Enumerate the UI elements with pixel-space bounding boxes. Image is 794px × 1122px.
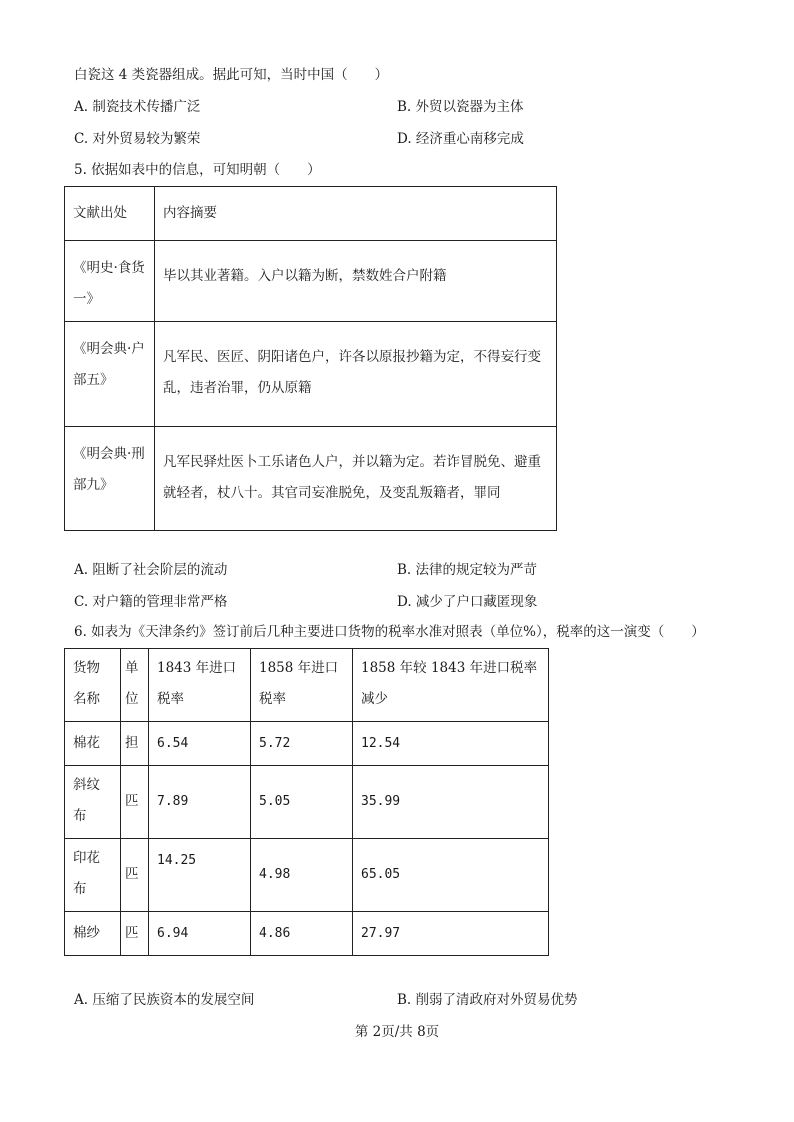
q4-option-b[interactable]: B. 外贸以瓷器为主体 <box>397 99 524 115</box>
table-cell-goods: 斜纹布 <box>65 766 121 839</box>
table-row <box>65 427 557 531</box>
q5-option-b[interactable]: B. 法律的规定较为严苛 <box>397 562 538 578</box>
table-cell-rate1858: 5.05 <box>251 766 353 839</box>
table-cell-unit: 匹 <box>121 766 149 839</box>
table-cell-content: 凡军民、医匠、阴阳诸色户，许各以原报抄籍为定，不得妄行变乱，违者治罪，仍从原籍 <box>155 322 557 427</box>
table-header-cell: 1858 年较 1843 年进口税率减少 <box>353 649 549 722</box>
q5-option-d[interactable]: D. 减少了户口藏匿现象 <box>397 594 538 610</box>
q6-table <box>64 648 549 956</box>
table-cell-reduction: 35.99 <box>353 766 549 839</box>
table-row <box>65 839 549 912</box>
table-header-cell: 文献出处 <box>65 187 155 241</box>
table-cell-reduction: 27.97 <box>353 912 549 956</box>
page-footer: 第 2页/共 8页 <box>354 1024 440 1040</box>
table-row <box>65 241 557 322</box>
table-cell-goods: 印花布 <box>65 839 121 912</box>
table-cell-rate1858: 4.86 <box>251 912 353 956</box>
table-cell-source: 《明会典·户部五》 <box>65 322 155 427</box>
table-header-cell: 1858 年进口税率 <box>251 649 353 722</box>
table-row <box>65 322 557 427</box>
table-cell-unit: 匹 <box>121 839 149 912</box>
q6-option-b[interactable]: B. 削弱了清政府对外贸易优势 <box>397 992 578 1008</box>
table-cell-content: 毕以其业著籍。入户以籍为断，禁数姓合户附籍 <box>155 241 557 322</box>
q5-table <box>64 186 557 531</box>
table-row <box>65 912 549 956</box>
q4-stem-tail: 白瓷这 4 类瓷器组成。据此可知，当时中国（ ） <box>74 67 389 83</box>
q4-option-c[interactable]: C. 对外贸易较为繁荣 <box>74 131 201 147</box>
table-header-row <box>65 187 557 241</box>
table-cell-rate1843: 6.94 <box>149 912 251 956</box>
q5-stem: 5. 依据如表中的信息，可知明朝（ ） <box>74 162 321 178</box>
table-cell-goods: 棉纱 <box>65 912 121 956</box>
q6-option-a[interactable]: A. 压缩了民族资本的发展空间 <box>74 992 255 1008</box>
q5-option-a[interactable]: A. 阻断了社会阶层的流动 <box>74 562 228 578</box>
table-cell-rate1858: 4.98 <box>251 839 353 912</box>
table-cell-unit: 匹 <box>121 912 149 956</box>
table-cell-rate1858: 5.72 <box>251 722 353 766</box>
table-cell-rate1843: 6.54 <box>149 722 251 766</box>
table-cell-source: 《明会典·刑部九》 <box>65 427 155 531</box>
q4-option-d[interactable]: D. 经济重心南移完成 <box>397 131 524 147</box>
q5-option-c[interactable]: C. 对户籍的管理非常严格 <box>74 594 228 610</box>
table-cell-content: 凡军民驿灶医卜工乐诸色人户，并以籍为定。若诈冒脱免、避重就轻者，杖八十。其官司妄准脱免，及变乱叛籍者，罪同 <box>155 427 557 531</box>
q6-stem: 6. 如表为《天津条约》签订前后几种主要进口货物的税率水准对照表（单位%），税率的这一演变（ ） <box>74 624 705 640</box>
table-cell-rate1843: 7.89 <box>149 766 251 839</box>
table-header-cell: 1843 年进口税率 <box>149 649 251 722</box>
table-header-cell: 货物名称 <box>65 649 121 722</box>
table-header-cell: 内容摘要 <box>155 187 557 241</box>
table-cell-rate1843: 14.25 <box>149 839 251 912</box>
table-cell-source: 《明史·食货一》 <box>65 241 155 322</box>
table-header-row <box>65 649 549 722</box>
table-header-cell: 单位 <box>121 649 149 722</box>
table-row <box>65 766 549 839</box>
table-cell-goods: 棉花 <box>65 722 121 766</box>
table-cell-unit: 担 <box>121 722 149 766</box>
table-cell-reduction: 65.05 <box>353 839 549 912</box>
table-row <box>65 722 549 766</box>
table-cell-reduction: 12.54 <box>353 722 549 766</box>
q4-option-a[interactable]: A. 制瓷技术传播广泛 <box>74 99 201 115</box>
